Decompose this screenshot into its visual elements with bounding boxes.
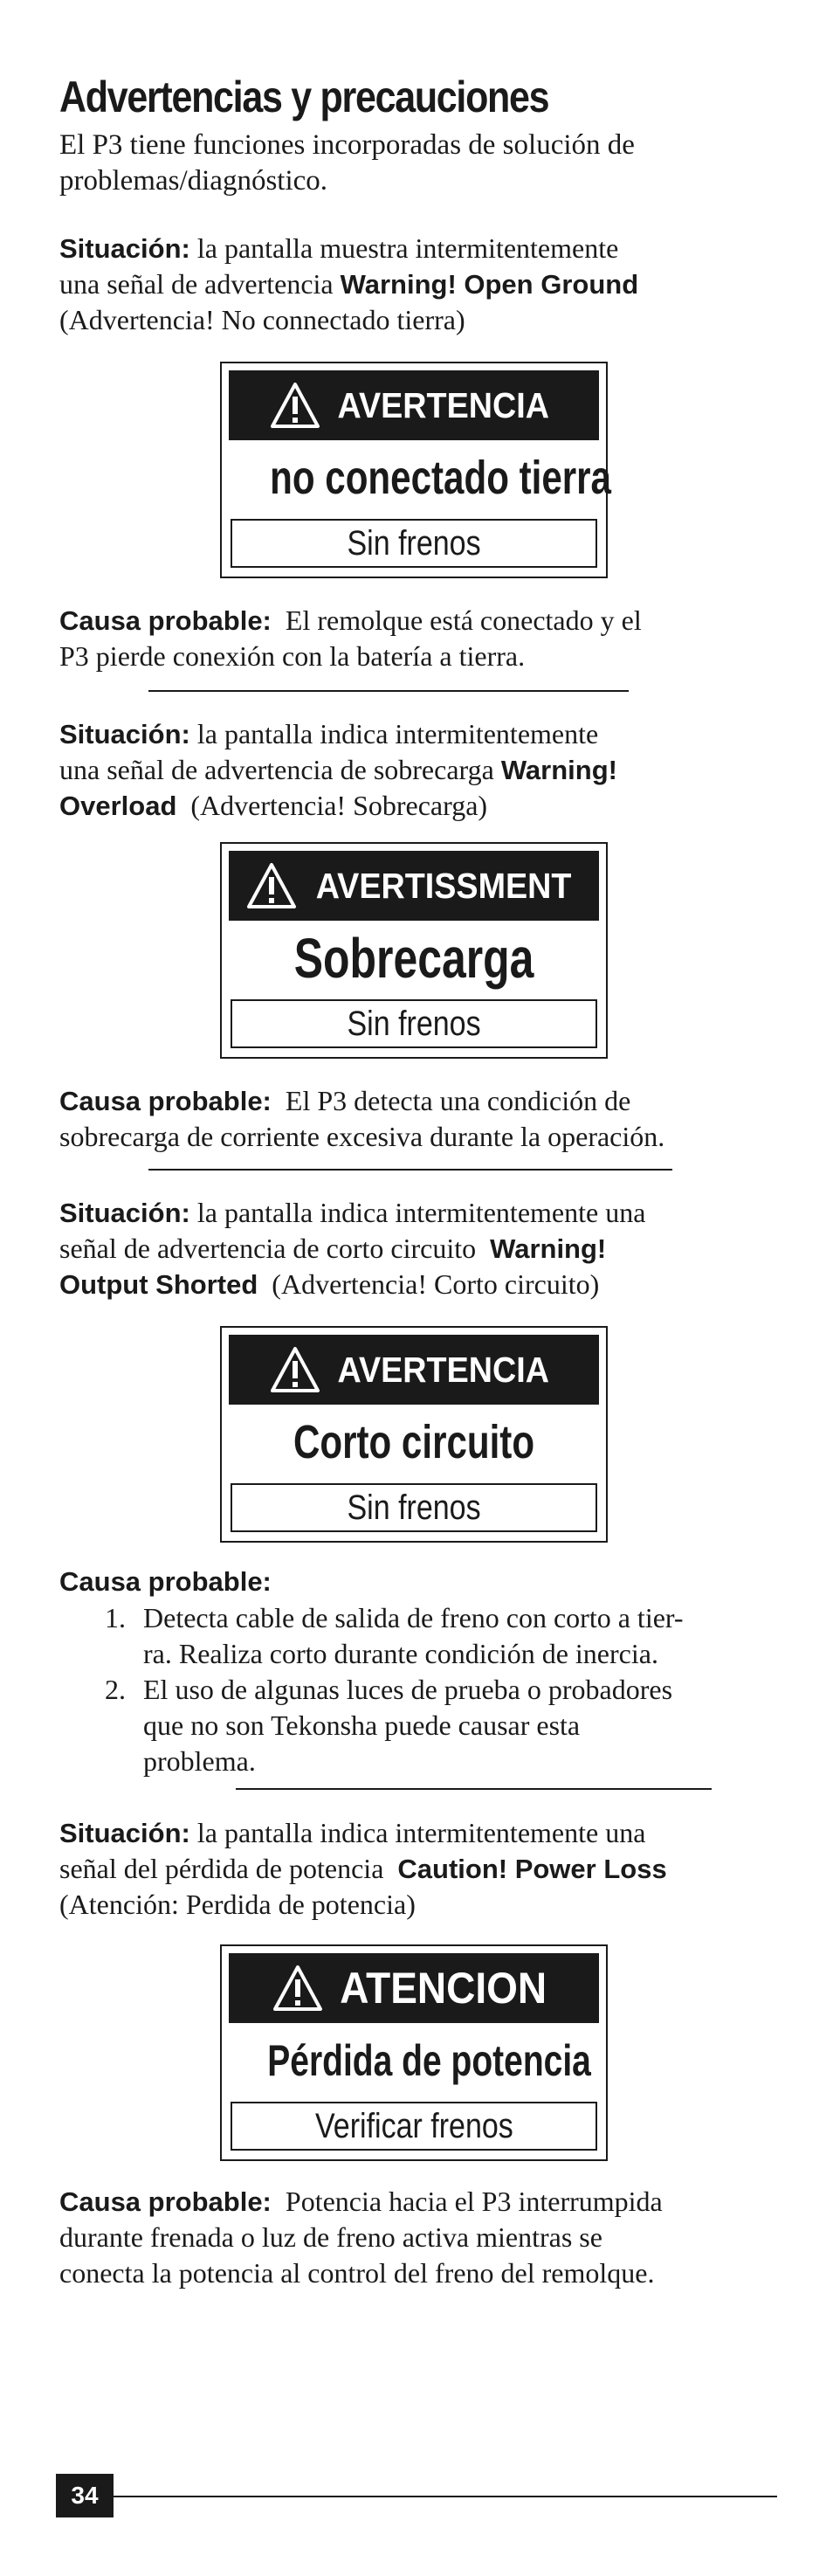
situation-text: una señal de advertencia bbox=[59, 268, 341, 300]
list-item: 2. El uso de algunas luces de prueba o probadores que no son Tekonsha puede causar esta problema. bbox=[105, 1674, 673, 1777]
warning-code: Output Shorted bbox=[59, 1269, 258, 1300]
display-panel-open-ground bbox=[220, 362, 611, 578]
situation-label: Situación: bbox=[59, 1818, 190, 1848]
cause-text: Potencia hacia el P3 interrumpida bbox=[285, 2186, 663, 2217]
intro-text: El P3 tiene funciones incorporadas de solución de problemas/diagnóstico. bbox=[59, 129, 635, 197]
cause-3-label bbox=[59, 1564, 784, 1599]
section-divider bbox=[148, 690, 629, 692]
cause-text: P3 pierde conexión con la batería a tierra. bbox=[59, 640, 526, 672]
situation-text: señal de advertencia de corto circuito bbox=[59, 1233, 484, 1264]
warning-triangle-icon bbox=[272, 1964, 324, 2013]
panel-status: Sin frenos bbox=[231, 1483, 597, 1532]
display-panel-output-shorted bbox=[220, 1326, 608, 1543]
situation-text: (Atención: Perdida de potencia) bbox=[59, 1889, 416, 1920]
display-panel-overload bbox=[220, 842, 608, 1059]
footer-rule bbox=[114, 2496, 777, 2497]
situation-label: Situación: bbox=[59, 719, 190, 749]
warning-triangle-icon bbox=[269, 381, 321, 430]
cause-label: Causa probable: bbox=[59, 1566, 272, 1597]
situation-4 bbox=[59, 1815, 784, 1923]
situation-text: la pantalla indica intermitentemente una bbox=[196, 1817, 646, 1848]
situation-1 bbox=[59, 231, 784, 338]
cause-label: Causa probable: bbox=[59, 1086, 272, 1116]
situation-text: (Advertencia! No connectado tierra) bbox=[59, 304, 465, 335]
situation-text: la pantalla indica intermitentemente bbox=[196, 718, 599, 749]
cause-1 bbox=[59, 603, 784, 674]
warning-triangle-icon bbox=[269, 1345, 321, 1394]
page-number: 34 bbox=[56, 2474, 114, 2517]
panel-header-text: AVERTISSMENT bbox=[315, 865, 572, 906]
cause-text: El P3 detecta una condición de bbox=[285, 1085, 631, 1116]
section-divider bbox=[236, 1788, 712, 1790]
panel-header bbox=[229, 1335, 599, 1405]
warning-code: Caution! Power Loss bbox=[397, 1854, 667, 1884]
situation-text: la pantalla muestra intermitentemente bbox=[196, 232, 619, 264]
panel-status: Verificar frenos bbox=[231, 2102, 597, 2151]
warning-code: Warning! Open Ground bbox=[340, 269, 639, 300]
panel-message: Pérdida de potencia bbox=[267, 2036, 591, 2085]
cause-text: El remolque está conectado y el bbox=[285, 604, 642, 636]
situation-text: la pantalla indica intermitentemente una bbox=[196, 1197, 646, 1228]
panel-header bbox=[229, 851, 599, 921]
cause-list bbox=[105, 1600, 786, 1779]
panel-header bbox=[229, 370, 599, 440]
panel-header-text: ATENCION bbox=[340, 1964, 547, 2013]
warning-code: Warning! bbox=[490, 1233, 607, 1264]
panel-message: no conectado tierra bbox=[270, 452, 611, 504]
cause-text: durante frenada o luz de freno activa mientras se bbox=[59, 2221, 602, 2253]
cause-4 bbox=[59, 2184, 784, 2291]
situation-text: (Advertencia! Sobrecarga) bbox=[190, 790, 488, 821]
section-divider bbox=[148, 1169, 672, 1171]
page-title: Advertencias y precauciones bbox=[59, 73, 549, 121]
list-item: 1. Detecta cable de salida de freno con corto a tier- ra. Realiza corto durante condición de inercia. bbox=[105, 1602, 684, 1669]
panel-header-text: AVERTENCIA bbox=[337, 1349, 550, 1390]
panel-status: Sin frenos bbox=[231, 999, 597, 1048]
situation-2 bbox=[59, 716, 784, 824]
situation-label: Situación: bbox=[59, 1198, 190, 1228]
situation-3 bbox=[59, 1195, 784, 1302]
situation-text: (Advertencia! Corto circuito) bbox=[272, 1268, 600, 1300]
cause-label: Causa probable: bbox=[59, 605, 272, 636]
display-panel-power-loss bbox=[220, 1944, 608, 2161]
situation-text: una señal de advertencia de sobrecarga bbox=[59, 754, 501, 785]
cause-text: conecta la potencia al control del freno del remolque. bbox=[59, 2257, 655, 2289]
cause-text: sobrecarga de corriente excesiva durante la operación. bbox=[59, 1121, 665, 1152]
panel-status: Sin frenos bbox=[231, 519, 597, 568]
cause-label: Causa probable: bbox=[59, 2186, 272, 2217]
panel-message: Sobrecarga bbox=[293, 927, 534, 990]
panel-message: Corto circuito bbox=[293, 1416, 535, 1468]
warning-code: Warning! bbox=[500, 755, 617, 785]
situation-label: Situación: bbox=[59, 233, 190, 264]
panel-header bbox=[229, 1953, 599, 2023]
panel-header-text: AVERTENCIA bbox=[337, 384, 550, 425]
warning-code: Overload bbox=[59, 791, 177, 821]
situation-text: señal del pérdida de potencia bbox=[59, 1853, 391, 1884]
cause-2 bbox=[59, 1083, 784, 1155]
warning-triangle-icon bbox=[245, 861, 298, 910]
